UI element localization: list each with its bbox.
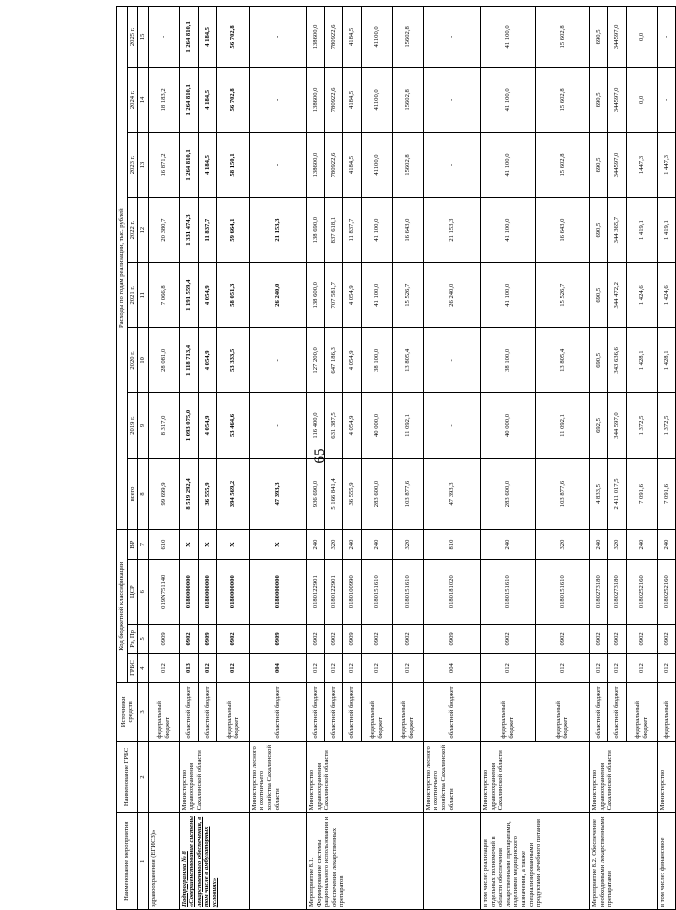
grbs-name: Министерство здравоохранения Сахалинской области: [307, 741, 424, 813]
value-2019: 344 597,0: [608, 393, 626, 458]
value-: 8 519 292,4: [179, 458, 198, 530]
code-csr: 0180151610: [392, 559, 423, 624]
code-csr: 0180000000: [217, 559, 249, 624]
table-row: [657, 7, 675, 910]
value-2022: 21 153,3: [249, 198, 306, 263]
code-rzpr: 0902: [626, 624, 657, 653]
value-2020: 53 333,5: [217, 328, 249, 393]
code-rzpr: 0902: [307, 624, 325, 653]
value-2024: 15 602,8: [535, 67, 590, 132]
column-number-12: 12: [138, 198, 148, 263]
grbs-name: Министерство: [657, 741, 675, 813]
value-2021: 41 100,0: [361, 263, 392, 328]
value-2020: 4 054,9: [198, 328, 217, 393]
value-: 36 555,9: [343, 458, 361, 530]
code-grbs: 012: [148, 653, 179, 682]
value-: 7 091,6: [626, 458, 657, 530]
value-2020: 13 805,4: [535, 328, 590, 393]
code-csr: 0180252160: [626, 559, 657, 624]
budget-expenses-table: [116, 6, 676, 910]
table-row: [423, 7, 480, 910]
code-vr: Х: [198, 530, 217, 559]
value-2019: 116 400,0: [307, 393, 325, 458]
code-csr: 0180122901: [325, 559, 343, 624]
value-2022: 344 365,7: [608, 198, 626, 263]
code-rzpr: 0902: [608, 624, 626, 653]
value-2023: 41 100,0: [481, 132, 536, 197]
value-2022: 11 837,7: [343, 198, 361, 263]
value-2024: 344597,0: [608, 67, 626, 132]
value-2022: 11 837,7: [198, 198, 217, 263]
budget-table-sheet: [116, 6, 676, 910]
code-grbs: 013: [179, 653, 198, 682]
code-rzpr: 0902: [657, 624, 675, 653]
value-2019: 8 317,0: [148, 393, 179, 458]
code-csr: 0180000000: [179, 559, 198, 624]
value-2025: 15 602,8: [535, 7, 590, 68]
value-2022: 41 100,0: [481, 198, 536, 263]
code-vr: 320: [535, 530, 590, 559]
code-csr: 0180151610: [361, 559, 392, 624]
value-2020: 13 805,4: [392, 328, 423, 393]
code-csr: 0180151610: [481, 559, 536, 624]
value-2025: 15602,8: [392, 7, 423, 68]
value-2021: 26 240,0: [423, 263, 480, 328]
value-2025: 780922,6: [325, 7, 343, 68]
funding-source: областной бюджет: [608, 683, 626, 741]
value-2022: 138 690,0: [307, 198, 325, 263]
code-grbs: 012: [608, 653, 626, 682]
value-2023: 690,5: [590, 132, 608, 197]
funding-source: областной бюджет: [590, 683, 608, 741]
column-number-13: 13: [138, 132, 148, 197]
value-2019: 53 464,6: [217, 393, 249, 458]
value-2025: 690,5: [590, 7, 608, 68]
value-2020: 1 428,1: [657, 328, 675, 393]
code-vr: 240: [626, 530, 657, 559]
code-vr: 240: [343, 530, 361, 559]
header-source: Источники средств: [117, 683, 138, 741]
code-grbs: 012: [590, 653, 608, 682]
value-2021: 1 424,6: [657, 263, 675, 328]
code-vr: 810: [423, 530, 480, 559]
value-2021: 15 526,7: [392, 263, 423, 328]
code-rzpr: 0909: [249, 624, 306, 653]
value-2022: 16 643,0: [392, 198, 423, 263]
funding-source: федеральный бюджет: [535, 683, 590, 741]
value-2025: 0,0: [626, 7, 657, 68]
value-2019: 1 372,5: [657, 393, 675, 458]
grbs-name: Министерство здравоохранения Сахалинской области: [481, 741, 590, 813]
value-: 36 555,9: [198, 458, 217, 530]
value-2024: 15602,8: [392, 67, 423, 132]
code-grbs: 012: [481, 653, 536, 682]
value-2020: 1 428,1: [626, 328, 657, 393]
value-2024: 690,5: [590, 67, 608, 132]
code-vr: 320: [392, 530, 423, 559]
column-number-2: 2: [138, 741, 148, 813]
value-2020: 38 100,0: [481, 328, 536, 393]
value-2023: 1447,3: [626, 132, 657, 197]
code-rzpr: 0909: [198, 624, 217, 653]
value-2019: 1 093 075,0: [179, 393, 198, 458]
table-body: [148, 7, 675, 910]
column-number-11: 11: [138, 263, 148, 328]
value-2025: -: [423, 7, 480, 68]
value-2021: 26 240,0: [249, 263, 306, 328]
value-2025: -: [657, 7, 675, 68]
funding-source: областной бюджет: [423, 683, 480, 741]
code-grbs: 012: [392, 653, 423, 682]
value-2023: 780922,6: [325, 132, 343, 197]
value-2025: -: [249, 7, 306, 68]
value-2022: 837 618,1: [325, 198, 343, 263]
header-year-1: 2019 г.: [127, 393, 138, 458]
page-number: 65: [312, 448, 328, 464]
header-code-1: Рз, Пр: [127, 624, 138, 653]
value-2019: 692,5: [590, 393, 608, 458]
measure-name: Подпрограмма № 8 «Совершенствование системы лекарственного обеспечения, в том числе в амбулаторных условиях»: [179, 813, 249, 910]
code-csr: 0180000000: [198, 559, 217, 624]
value-2023: 15 602,8: [535, 132, 590, 197]
code-rzpr: 0902: [535, 624, 590, 653]
code-csr: 0180122901: [307, 559, 325, 624]
value-2023: 15602,8: [392, 132, 423, 197]
value-2022: 1 419,1: [626, 198, 657, 263]
header-year-6: 2024 г.: [127, 67, 138, 132]
value-2019: 40 000,0: [361, 393, 392, 458]
code-grbs: 004: [249, 653, 306, 682]
table-row: [148, 7, 179, 910]
value-2021: 4 054,9: [198, 263, 217, 328]
value-2024: 4 184,5: [198, 67, 217, 132]
value-2023: 4 184,5: [198, 132, 217, 197]
value-2022: 690,5: [590, 198, 608, 263]
value-2022: 21 153,3: [423, 198, 480, 263]
code-vr: Х: [217, 530, 249, 559]
measure-name: [423, 813, 480, 910]
value-2022: 1 419,1: [657, 198, 675, 263]
code-rzpr: 0902: [392, 624, 423, 653]
funding-source: федеральный: [657, 683, 675, 741]
value-2025: -: [148, 7, 179, 68]
value-2023: 16 871,2: [148, 132, 179, 197]
code-csr: 0180252160: [657, 559, 675, 624]
value-: 5 166 841,4: [325, 458, 343, 530]
code-csr: 0180100990: [343, 559, 361, 624]
grbs-name: Министерство здравоохранения Сахалинской области: [179, 741, 249, 813]
grbs-name: Министерство лесного и охотничьего хозяйства Сахалинской области: [423, 741, 480, 813]
value-2021: 41 100,0: [481, 263, 536, 328]
code-grbs: 012: [325, 653, 343, 682]
grbs-name: Министерство здравоохранения Сахалинской области: [590, 741, 657, 813]
value-2023: 1 447,3: [657, 132, 675, 197]
funding-source: федеральный бюджет: [626, 683, 657, 741]
column-number-9: 9: [138, 393, 148, 458]
column-number-10: 10: [138, 328, 148, 393]
value-2020: 343 636,6: [608, 328, 626, 393]
header-code-3: ВР: [127, 530, 138, 559]
value-: 283 600,0: [481, 458, 536, 530]
value-2020: -: [249, 328, 306, 393]
column-number-4: 4: [138, 653, 148, 682]
measure-name: Мероприятие 8.1. Формирование системы рационального использования и обеспечения лекарственных препаратов: [307, 813, 424, 910]
value-2023: 1 264 810,1: [179, 132, 198, 197]
value-2022: 59 664,1: [217, 198, 249, 263]
value-2023: 344597,0: [608, 132, 626, 197]
value-2021: 58 051,3: [217, 263, 249, 328]
value-2024: -: [249, 67, 306, 132]
value-2019: 4 054,9: [198, 393, 217, 458]
code-grbs: 012: [535, 653, 590, 682]
value-2019: 4 054,9: [343, 393, 361, 458]
value-: 7 091,6: [657, 458, 675, 530]
table-row: [179, 7, 198, 910]
code-rzpr: 0909: [343, 624, 361, 653]
column-number-3: 3: [138, 683, 148, 741]
value-2024: -: [423, 67, 480, 132]
value-2023: 58 150,1: [217, 132, 249, 197]
value-2019: 11 092,1: [392, 393, 423, 458]
header-year-2: 2020 г.: [127, 328, 138, 393]
funding-source: федеральный бюджет: [392, 683, 423, 741]
value-: 47 393,3: [423, 458, 480, 530]
funding-source: областной бюджет: [307, 683, 325, 741]
value-2024: 0,0: [626, 67, 657, 132]
column-number-15: 15: [138, 7, 148, 68]
value-2021: 707 581,7: [325, 263, 343, 328]
code-rzpr: 0909: [423, 624, 480, 653]
code-vr: 240: [481, 530, 536, 559]
code-vr: 610: [148, 530, 179, 559]
measure-name: в том числе: финансовое: [657, 813, 675, 910]
code-vr: Х: [249, 530, 306, 559]
value-2025: 4 184,5: [198, 7, 217, 68]
funding-source: областной бюджет: [198, 683, 217, 741]
header-budget-code: Код бюджетной классификации: [117, 530, 128, 683]
value-: 283 600,0: [361, 458, 392, 530]
value-2024: 41100,0: [361, 67, 392, 132]
value-: 4 833,5: [590, 458, 608, 530]
value-2025: 1 264 810,1: [179, 7, 198, 68]
funding-source: федеральный бюджет: [361, 683, 392, 741]
code-grbs: 012: [198, 653, 217, 682]
code-rzpr: 0902: [179, 624, 198, 653]
value-2020: 28 081,0: [148, 328, 179, 393]
column-number-5: 5: [138, 624, 148, 653]
funding-source: областной бюджет: [249, 683, 306, 741]
code-grbs: 012: [217, 653, 249, 682]
value-2022: 20 380,7: [148, 198, 179, 263]
value-2025: 138600,0: [307, 7, 325, 68]
value-2020: 4 054,9: [343, 328, 361, 393]
value-2020: -: [423, 328, 480, 393]
code-vr: 320: [325, 530, 343, 559]
value-2025: 4184,5: [343, 7, 361, 68]
value-2019: 631 387,5: [325, 393, 343, 458]
code-vr: 240: [657, 530, 675, 559]
value-2024: 41 100,0: [481, 67, 536, 132]
value-2020: 127 200,0: [307, 328, 325, 393]
funding-source: областной бюджет: [179, 683, 198, 741]
value-2023: -: [249, 132, 306, 197]
column-number-7: 7: [138, 530, 148, 559]
code-csr: 0180000000: [249, 559, 306, 624]
code-csr: 0180151610: [535, 559, 590, 624]
header-expenses: Расходы по годам реализации, тыс. рублей: [117, 7, 128, 530]
value-2020: 38 100,0: [361, 328, 392, 393]
measure-name: Мероприятие 8.2. Обеспечение необходимыми лекарственными препаратами: [590, 813, 657, 910]
value-2024: 138600,0: [307, 67, 325, 132]
value-2022: 1 331 474,3: [179, 198, 198, 263]
measure-name: здравоохранения (ЕГИСЗ)»: [148, 813, 179, 910]
header-column-numbers: [138, 7, 148, 910]
code-grbs: 012: [361, 653, 392, 682]
value-2025: 41100,0: [361, 7, 392, 68]
code-grbs: 012: [626, 653, 657, 682]
value-2019: 11 092,1: [535, 393, 590, 458]
code-rzpr: 0902: [361, 624, 392, 653]
grbs-name: [148, 741, 179, 813]
column-number-6: 6: [138, 559, 148, 624]
value-2019: 40 000,0: [481, 393, 536, 458]
column-number-8: 8: [138, 458, 148, 530]
value-: 2 411 017,5: [608, 458, 626, 530]
code-grbs: 012: [657, 653, 675, 682]
value-2021: 15 526,7: [535, 263, 590, 328]
table-row: [307, 7, 325, 910]
value-: 47 393,3: [249, 458, 306, 530]
value-: 103 877,6: [392, 458, 423, 530]
funding-source: областной бюджет: [343, 683, 361, 741]
value-2025: 41 100,0: [481, 7, 536, 68]
value-2021: 4 054,9: [343, 263, 361, 328]
value-2019: -: [249, 393, 306, 458]
funding-source: федеральный бюджет: [217, 683, 249, 741]
value-2024: 4184,5: [343, 67, 361, 132]
header-code-2: ЦСР: [127, 559, 138, 624]
value-2023: 138600,0: [307, 132, 325, 197]
code-vr: 240: [307, 530, 325, 559]
value-2021: 1 191 559,4: [179, 263, 198, 328]
code-rzpr: 0902: [325, 624, 343, 653]
code-vr: 240: [590, 530, 608, 559]
value-2024: 1 264 810,1: [179, 67, 198, 132]
value-2021: 344 472,2: [608, 263, 626, 328]
table-header: [117, 7, 149, 910]
value-2021: 1 424,6: [626, 263, 657, 328]
header-year-5: 2023 г.: [127, 132, 138, 197]
value-2021: 138 600,0: [307, 263, 325, 328]
funding-source: областной бюджет: [325, 683, 343, 741]
value-2023: 4184,5: [343, 132, 361, 197]
value-2024: -: [657, 67, 675, 132]
value-2024: 18 183,2: [148, 67, 179, 132]
measure-name: [249, 813, 306, 910]
value-2024: 780922,6: [325, 67, 343, 132]
code-vr: 240: [361, 530, 392, 559]
code-csr: 0180181020: [423, 559, 480, 624]
header-code-0: ГРБС: [127, 653, 138, 682]
column-number-1: 1: [138, 813, 148, 910]
value-2020: 647 186,3: [325, 328, 343, 393]
value-: 936 690,0: [307, 458, 325, 530]
code-rzpr: 0909: [148, 624, 179, 653]
header-year-4: 2022 г.: [127, 198, 138, 263]
header-name: Наименование мероприятия: [117, 813, 138, 910]
value-2022: 41 100,0: [361, 198, 392, 263]
value-: 394 569,2: [217, 458, 249, 530]
measure-name: в том числе: реализация отдельных полномочий в области обеспечения лекарственными препаратами, изделиями медицинского назначения, а также специализированными продуктами лечебного питания: [481, 813, 590, 910]
code-csr: 0180273180: [608, 559, 626, 624]
grbs-name: Министерство лесного и охотничьего хозяйства Сахалинской области: [249, 741, 306, 813]
header-year-0: всего: [127, 458, 138, 530]
value-2025: 344597,0: [608, 7, 626, 68]
value-2022: 16 643,0: [535, 198, 590, 263]
code-grbs: 012: [343, 653, 361, 682]
funding-source: федеральный бюджет: [481, 683, 536, 741]
code-rzpr: 0902: [217, 624, 249, 653]
value-2021: 690,5: [590, 263, 608, 328]
value-2023: 41100,0: [361, 132, 392, 197]
code-csr: 019N751140: [148, 559, 179, 624]
code-rzpr: 0902: [590, 624, 608, 653]
header-grbs-name: Наименование ГРБС: [117, 741, 138, 813]
value-2021: 7 066,8: [148, 263, 179, 328]
code-csr: 0180273180: [590, 559, 608, 624]
table-row: [590, 7, 608, 910]
code-rzpr: 0902: [481, 624, 536, 653]
table-row: [481, 7, 536, 910]
value-2024: 56 702,8: [217, 67, 249, 132]
code-vr: Х: [179, 530, 198, 559]
value-2025: 56 702,8: [217, 7, 249, 68]
value-: 103 877,6: [535, 458, 590, 530]
code-grbs: 012: [307, 653, 325, 682]
column-number-14: 14: [138, 67, 148, 132]
code-grbs: 004: [423, 653, 480, 682]
header-year-3: 2021 г.: [127, 263, 138, 328]
value-2019: -: [423, 393, 480, 458]
code-vr: 320: [608, 530, 626, 559]
header-year-7: 2025 г.: [127, 7, 138, 68]
value-2020: 1 118 713,4: [179, 328, 198, 393]
value-2023: -: [423, 132, 480, 197]
value-2020: 690,5: [590, 328, 608, 393]
table-row: [249, 7, 306, 910]
value-2019: 1 372,5: [626, 393, 657, 458]
funding-source: федеральный бюджет: [148, 683, 179, 741]
value-: 99 699,9: [148, 458, 179, 530]
